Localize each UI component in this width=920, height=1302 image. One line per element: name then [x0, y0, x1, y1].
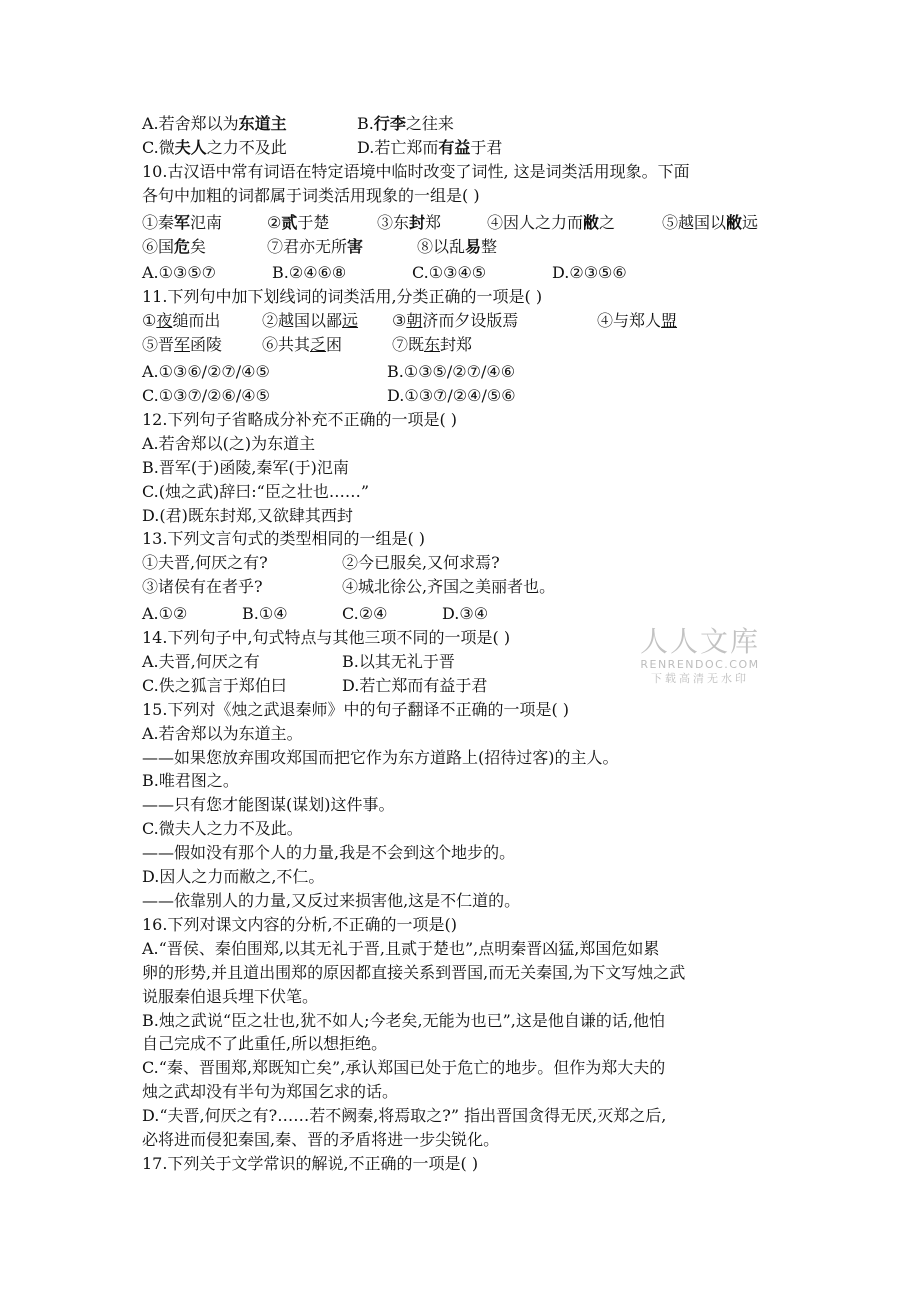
- q16-option-d-line2: 必将进而侵犯秦国,秦、晋的矛盾将进一步尖锐化。: [142, 1130, 500, 1150]
- q15-option-d-translation: ——依靠别人的力量,又反过来损害他,这是不仁道的。: [142, 891, 521, 910]
- q10-options: A.①③⑤⑦ B.②④⑥⑧ C.①③④⑤ D.②③⑤⑥: [142, 263, 627, 283]
- q15-stem: 15.下列对《烛之武退秦师》中的句子翻译不正确的一项是( ): [142, 699, 570, 719]
- q9-option-b: B.行李之往来: [357, 114, 454, 133]
- q16-stem: 16.下列对课文内容的分析,不正确的一项是(): [142, 914, 458, 934]
- q15-option-a: A.若舍郑以为东道主。: [142, 723, 303, 743]
- q12-stem: 12.下列句子省略成分补充不正确的一项是( ): [142, 409, 458, 429]
- q16-option-d-line1: D.“夫晋,何厌之有?……若不阙秦,将焉取之?” 指出晋国贪得无厌,灭郑之后,: [142, 1106, 667, 1126]
- q13-items-row2: ③诸侯有在者乎? ④城北徐公,齐国之美丽者也。: [142, 577, 556, 597]
- q14-options-row2: C.佚之狐言于郑伯曰 D.若亡郑而有益于君: [142, 675, 488, 695]
- q14-options-row1: A.夫晋,何厌之有 B.以其无礼于晋: [142, 651, 455, 671]
- q16-option-c-line1: C.“秦、晋围郑,郑既知亡矣”,承认郑国已处于危亡的地步。但作为郑大夫的: [142, 1058, 666, 1078]
- q9-option-c: C.微夫人之力不及此: [142, 137, 287, 157]
- q10-stem-line1: 10.古汉语中常有词语在特定语境中临时改变了词性, 这是词类活用现象。下面: [142, 161, 690, 181]
- q10-stem-line2: 各句中加粗的词都属于词类活用现象的一组是( ): [142, 185, 480, 205]
- q11-items-row1: ①夜缒而出 ②越国以鄙远 ③朝济而夕设版焉 ④与郑人盟: [142, 311, 678, 331]
- q17-stem: 17.下列关于文学常识的解说,不正确的一项是( ): [142, 1153, 479, 1173]
- q16-option-a-line1: A.“晋侯、秦伯围郑,以其无礼于晋,且贰于楚也”,点明秦晋凶猛,郑国危如累: [142, 938, 660, 958]
- q9-option-a: A.若舍郑以为东道主: [142, 114, 287, 133]
- q15-option-c-translation: ——假如没有那个人的力量,我是不会到这个地步的。: [142, 843, 516, 863]
- q11-stem: 11.下列句中加下划线词的词类活用,分类正确的一项是( ): [142, 287, 543, 307]
- q9-options-row1: [142, 112, 792, 136]
- q16-option-a-line3: 说服秦伯退兵埋下伏笔。: [142, 986, 319, 1006]
- q12-option-c: C.(烛之武)辞曰:“臣之壮也……”: [142, 481, 369, 501]
- q10-items-row1: ①秦军氾南 ②贰于楚 ③东封郑 ④因人之力而敝之 ⑤越国以敝远: [142, 212, 759, 232]
- q13-options: A.①② B.①④ C.②④ D.③④: [142, 604, 489, 624]
- q11-items-row2: ⑤晋军函陵 ⑥共其乏困 ⑦既东封郑: [142, 335, 473, 355]
- q12-option-a: A.若舍郑以(之)为东道主: [142, 433, 316, 453]
- q12-option-b: B.晋军(于)函陵,秦军(于)氾南: [142, 457, 349, 477]
- watermark: [620, 626, 780, 686]
- q11-options-row2: C.①③⑦/②⑥/④⑤ D.①③⑦/②④/⑤⑥: [142, 385, 516, 405]
- q9-options-row2: [142, 136, 792, 160]
- q16-option-b-line1: B.烛之武说“臣之壮也,犹不如人;今老矣,无能为也已”,这是他自谦的话,他怕: [142, 1010, 665, 1030]
- q15-option-b: B.唯君图之。: [142, 771, 239, 791]
- q16-option-c-line2: 烛之武却没有半句为郑国乞求的话。: [142, 1082, 399, 1102]
- q10-items-row2: ⑥国危矣 ⑦君亦无所害 ⑧以乱易整: [142, 236, 498, 256]
- q15-option-a-translation: ——如果您放弃围攻郑国而把它作为东方道路上(招待过客)的主人。: [142, 747, 619, 767]
- q15-option-d: D.因人之力而敝之,不仁。: [142, 867, 325, 887]
- q13-items-row1: ①夫晋,何厌之有? ②今已服矣,又何求焉?: [142, 553, 500, 573]
- q13-stem: 13.下列文言句式的类型相同的一组是( ): [142, 529, 426, 549]
- q14-stem: 14.下列句子中,句式特点与其他三项不同的一项是( ): [142, 628, 511, 648]
- q16-option-a-line2: 卵的形势,并且道出围郑的原因都直接关系到晋国,而无关秦国,为下文写烛之武: [142, 962, 686, 982]
- watermark-slogan: 下载高清无水印: [651, 672, 749, 685]
- q11-options-row1: A.①③⑥/②⑦/④⑤ B.①③⑤/②⑦/④⑥: [142, 362, 516, 382]
- q15-option-b-translation: ——只有您才能图谋(谋划)这件事。: [142, 795, 395, 815]
- q16-option-b-line2: 自己完成不了此重任,所以想拒绝。: [142, 1034, 388, 1054]
- watermark-title: 人人文库: [639, 625, 760, 658]
- watermark-domain: RENRENDOC.COM: [640, 658, 760, 671]
- q9-option-d: D.若亡郑而有益于君: [357, 137, 503, 157]
- q15-option-c: C.微夫人之力不及此。: [142, 819, 303, 839]
- q12-option-d: D.(君)既东封郑,又欲肆其西封: [142, 505, 353, 525]
